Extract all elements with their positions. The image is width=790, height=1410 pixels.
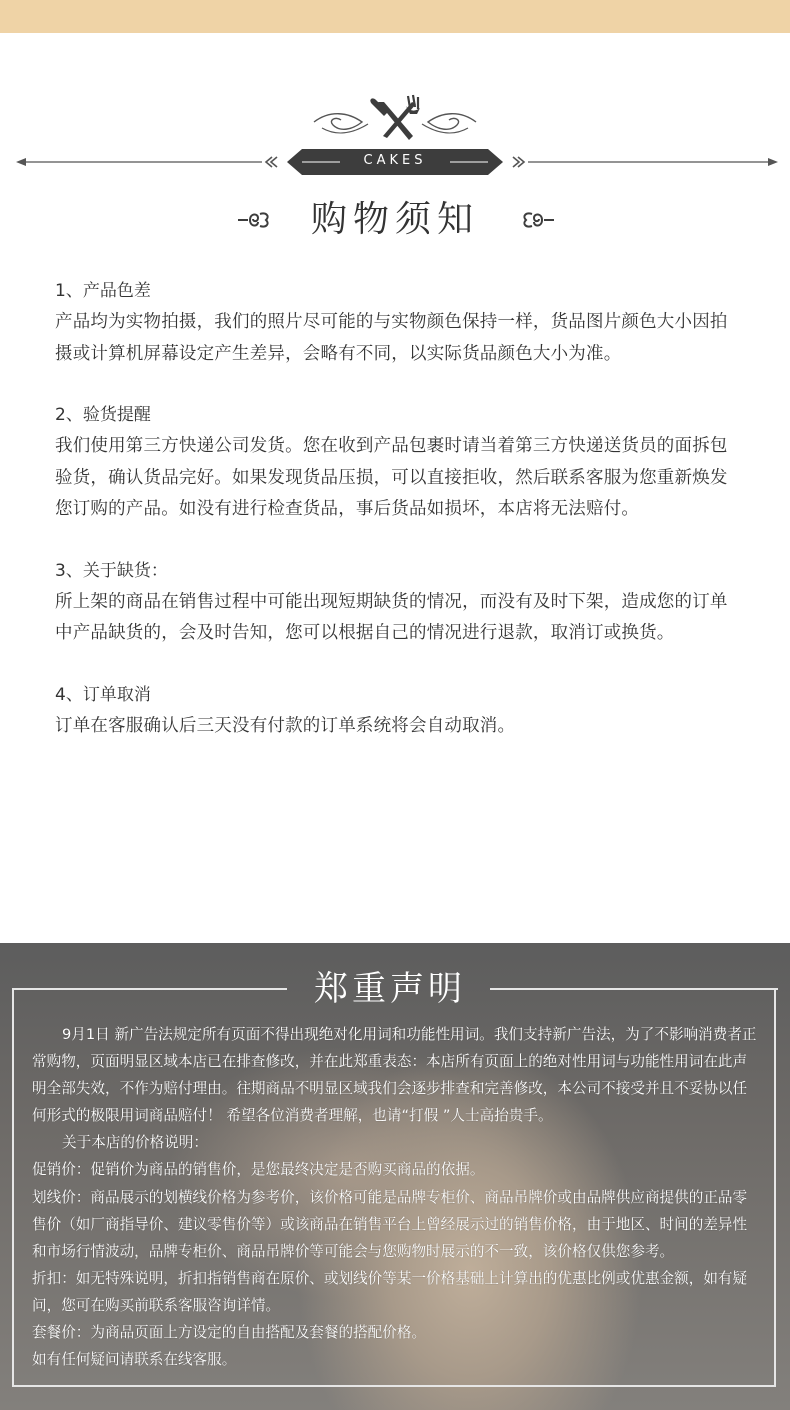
page-title: 购物须知 xyxy=(310,199,479,240)
declaration-panel xyxy=(0,943,790,1410)
shopping-notice xyxy=(55,276,745,772)
declaration-body xyxy=(32,1021,760,1373)
declaration-title: 郑重声明 xyxy=(314,969,466,1009)
notice-section-out-of-stock xyxy=(55,556,745,650)
notice-section-inspection xyxy=(55,400,745,526)
price-heading: 关于本店的价格说明： xyxy=(62,1134,208,1152)
notice-section-order-cancel xyxy=(55,680,745,743)
right-ornament-icon xyxy=(516,210,556,230)
page-title-block xyxy=(0,194,790,246)
section-heading: 4、订单取消 xyxy=(55,684,151,705)
section-heading: 2、验货提醒 xyxy=(55,405,151,425)
top-decorative-band xyxy=(0,0,790,33)
section-heading: 1、产品色差 xyxy=(55,281,151,301)
declaration-intro: 9月1日 新广告法规定所有页面不得出现绝对化用词和功能性用词。我们支持新广告法，为了不影响消费者正常购物，页面明显区域本店已在排查修改，并在此郑重表态：本店所有页面上的绝对性用词与功能性用词在此声明全部失效，不作为赔付理由。往期商品不明显区域我们会逐步排查和完善修改，本公司不接受并且不妥协以任何形式的极限用词商品赔付！ 希望各位消费者理解，也请“打假 ”人士高抬贵手。 xyxy=(32,1026,757,1125)
cakes-emblem xyxy=(0,92,790,182)
notice-section-color-difference xyxy=(55,276,745,370)
price-item-promo: 促销价：促销价为商品的销售价，是您最终决定是否购买商品的依据。 xyxy=(32,1161,485,1179)
section-body: 我们使用第三方快递公司发货。您在收到产品包裹时请当着第三方快递送货员的面拆包验货，确认货品完好。如果发现货品压损，可以直接拒收，然后联系客服为您重新焕发您订购的产品。如没有进行检查货品，事后货品如损坏，本店将无法赔付。 xyxy=(55,436,728,519)
contact-note: 如有任何疑问请联系在线客服。 xyxy=(32,1351,237,1369)
section-body: 产品均为实物拍摄，我们的照片尽可能的与实物颜色保持一样，货品图片颜色大小因拍摄或计算机屏幕设定产生差异，会略有不同，以实际货品颜色大小为准。 xyxy=(55,312,728,364)
price-item-strikethrough: 划线价：商品展示的划横线价格为参考价，该价格可能是品牌专柜价、商品吊牌价或由品牌供应商提供的正品零售价（如厂商指导价、建议零售价等）或该商品在销售平台上曾经展示过的销售价格，由于地区、时间的差异性和市场行情波动，品牌专柜价、商品吊牌价等可能会与您购物时展示的不一致，该价格仅供您参考。 xyxy=(32,1188,748,1260)
section-body: 所上架的商品在销售过程中可能出现短期缺货的情况，而没有及时下架，造成您的订单中产品缺货的，会及时告知，您可以根据自己的情况进行退款，取消订或换货。 xyxy=(55,591,728,643)
section-body: 订单在客服确认后三天没有付款的订单系统将会自动取消。 xyxy=(55,715,516,736)
price-item-bundle: 套餐价：为商品页面上方设定的自由搭配及套餐的搭配价格。 xyxy=(32,1324,427,1342)
left-ornament-icon xyxy=(236,210,276,230)
section-heading: 3、关于缺货： xyxy=(55,560,168,581)
crossed-fork-knife-icon xyxy=(0,92,790,182)
cakes-badge-text: CAKES xyxy=(363,153,427,168)
price-item-discount: 折扣：如无特殊说明，折扣指销售商在原价、或划线价等某一价格基础上计算出的优惠比例或优惠金额，如有疑问，您可在购买前联系客服咨询详情。 xyxy=(32,1269,748,1314)
